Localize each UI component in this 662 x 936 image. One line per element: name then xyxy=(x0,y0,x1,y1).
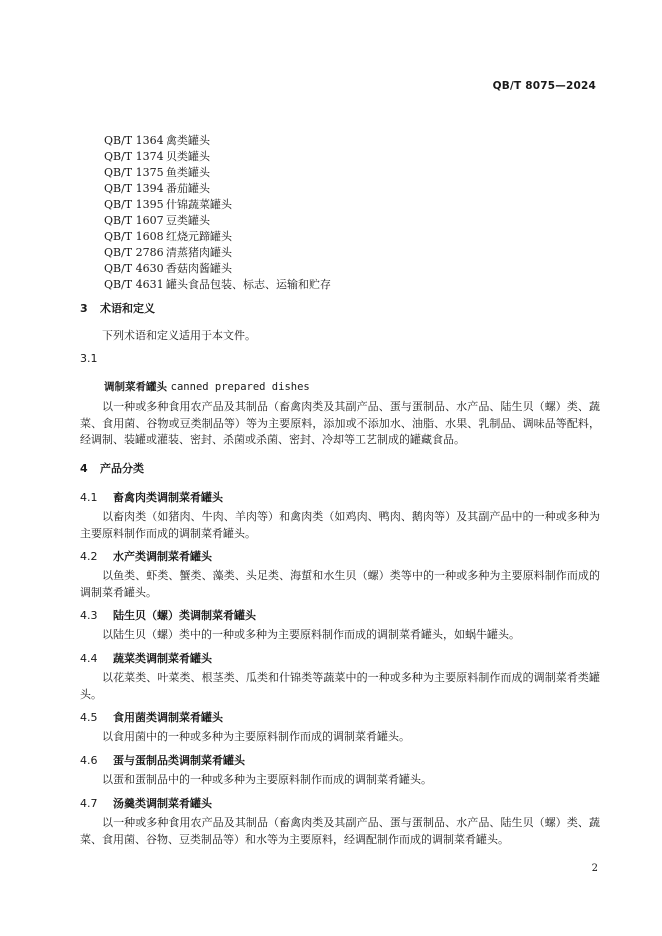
reference-title: 清蒸猪肉罐头 xyxy=(166,246,232,259)
term-entry xyxy=(104,379,310,394)
section-heading xyxy=(80,300,155,316)
reference-title: 香菇肉酱罐头 xyxy=(166,262,232,275)
subsection-number: 4.6 xyxy=(80,754,98,767)
paragraph: 下列术语和定义适用于本文件。 xyxy=(102,329,256,342)
reference-title: 罐头食品包装、标志、运输和贮存 xyxy=(166,278,331,291)
subsection-title: 陆生贝（螺）类调制菜肴罐头 xyxy=(113,609,256,622)
section-title: 产品分类 xyxy=(100,462,144,475)
reference-title: 番茄罐头 xyxy=(166,182,210,195)
section-number: 3 xyxy=(80,302,88,315)
term-definition: 以一种或多种食用农产品及其制品（畜禽肉类及其副产品、蛋与蛋制品、水产品、陆生贝（螺）类、蔬菜、食用菌、谷物或豆类制品等）等为主要原料，添加或不添加水、油脂、水果、乳制品、调味品等配料，经调制、装罐或灌装、密封、杀菌或杀菌、密封、冷却等工艺制成的罐藏食品。 xyxy=(80,400,600,446)
paragraph: 以鱼类、虾类、蟹类、藻类、头足类、海蜇和水生贝（螺）类等中的一种或多种为主要原料制作而成的调制菜肴罐头。 xyxy=(80,569,600,599)
paragraph: 以蛋和蛋制品中的一种或多种为主要原料制作而成的调制菜肴罐头。 xyxy=(102,773,432,786)
page-number: 2 xyxy=(591,863,598,874)
reference-item xyxy=(104,277,331,293)
clause-number: 3.1 xyxy=(80,352,98,365)
reference-code: QB/T 4631 xyxy=(104,278,164,291)
section-number: 4 xyxy=(80,462,88,475)
paragraph: 以畜肉类（如猪肉、牛肉、羊肉等）和禽肉类（如鸡肉、鸭肉、鹅肉等）及其副产品中的一种或多种为主要原料制作而成的调制菜肴罐头。 xyxy=(80,510,600,540)
reference-title: 禽类罐头 xyxy=(166,134,210,147)
subsection-number: 4.7 xyxy=(80,797,98,810)
subsection-number: 4.2 xyxy=(80,550,98,563)
subsection-heading xyxy=(80,607,256,623)
reference-code: QB/T 1607 xyxy=(104,214,164,227)
reference-list xyxy=(104,133,331,293)
subsection-heading xyxy=(80,489,223,505)
reference-item xyxy=(104,213,331,229)
document-code: QB/T 8075—2024 xyxy=(492,80,596,92)
reference-title: 红烧元蹄罐头 xyxy=(166,230,232,243)
subsection-title: 水产类调制菜肴罐头 xyxy=(113,550,212,563)
subsection-number: 4.4 xyxy=(80,652,98,665)
paragraph: 以花菜类、叶菜类、根茎类、瓜类和什锦类等蔬菜中的一种或多种为主要原料制作而成的调制菜肴类罐头。 xyxy=(80,671,600,701)
section-title: 术语和定义 xyxy=(100,302,155,315)
subsection-heading xyxy=(80,650,212,666)
reference-item xyxy=(104,229,331,245)
subsection-title: 畜禽肉类调制菜肴罐头 xyxy=(113,491,223,504)
reference-item xyxy=(104,261,331,277)
subsection-title: 蔬菜类调制菜肴罐头 xyxy=(113,652,212,665)
paragraph: 以食用菌中的一种或多种为主要原料制作而成的调制菜肴罐头。 xyxy=(102,730,410,743)
subsection-heading xyxy=(80,548,212,564)
subsection-number: 4.1 xyxy=(80,491,98,504)
reference-code: QB/T 1394 xyxy=(104,182,164,195)
paragraph: 以陆生贝（螺）类中的一种或多种为主要原料制作而成的调制菜肴罐头，如蜗牛罐头。 xyxy=(102,628,520,641)
reference-code: QB/T 4630 xyxy=(104,262,164,275)
subsection-title: 汤羹类调制菜肴罐头 xyxy=(113,797,212,810)
subsection-heading xyxy=(80,795,212,811)
reference-code: QB/T 2786 xyxy=(104,246,164,259)
reference-code: QB/T 1375 xyxy=(104,166,164,179)
subsection-title: 蛋与蛋制品类调制菜肴罐头 xyxy=(113,754,245,767)
reference-item xyxy=(104,197,331,213)
reference-item xyxy=(104,181,331,197)
term-chinese: 调制菜肴罐头 xyxy=(104,381,167,393)
reference-item xyxy=(104,245,331,261)
reference-code: QB/T 1395 xyxy=(104,198,164,211)
subsection-number: 4.5 xyxy=(80,711,98,724)
reference-item xyxy=(104,165,331,181)
reference-code: QB/T 1374 xyxy=(104,150,164,163)
reference-item xyxy=(104,133,331,149)
subsection-heading xyxy=(80,709,223,725)
reference-item xyxy=(104,149,331,165)
reference-title: 鱼类罐头 xyxy=(166,166,210,179)
reference-title: 什锦蔬菜罐头 xyxy=(166,198,232,211)
section-heading xyxy=(80,460,144,476)
term-english: canned prepared dishes xyxy=(170,381,310,393)
reference-code: QB/T 1364 xyxy=(104,134,164,147)
reference-title: 豆类罐头 xyxy=(166,214,210,227)
reference-code: QB/T 1608 xyxy=(104,230,164,243)
subsection-number: 4.3 xyxy=(80,609,98,622)
subsection-title: 食用菌类调制菜肴罐头 xyxy=(113,711,223,724)
reference-title: 贝类罐头 xyxy=(166,150,210,163)
paragraph: 以一种或多种食用农产品及其制品（畜禽肉类及其副产品、蛋与蛋制品、水产品、陆生贝（螺）类、蔬菜、食用菌、谷物、豆类制品等）和水等为主要原料，经调配制作而成的调制菜肴罐头。 xyxy=(80,816,600,846)
subsection-heading xyxy=(80,752,245,768)
